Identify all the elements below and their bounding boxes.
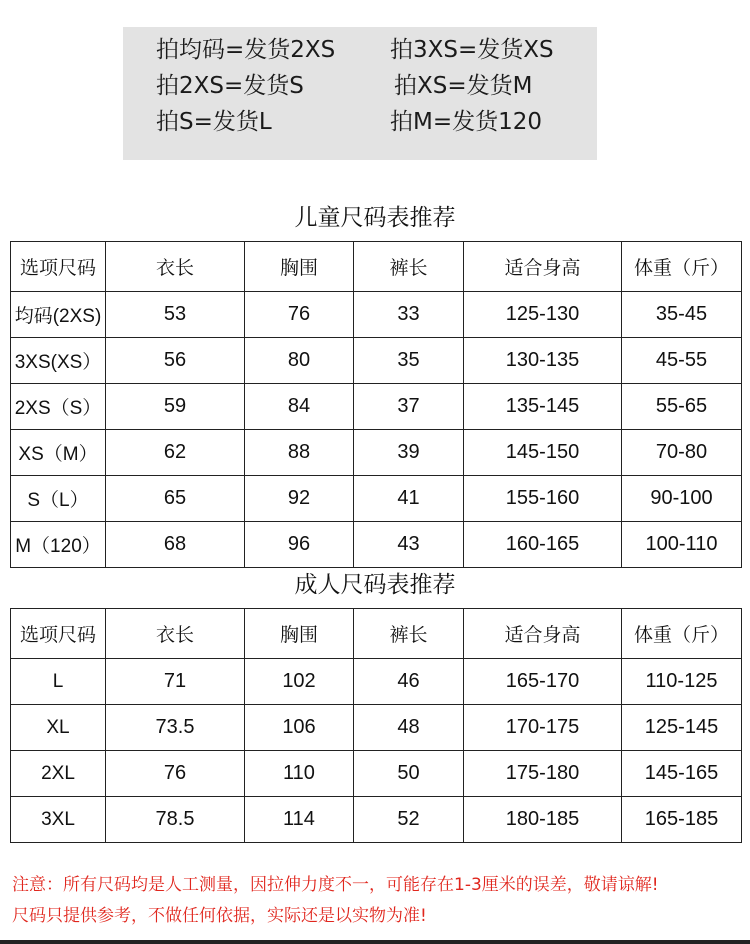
header-cell: 适合身高 bbox=[464, 242, 622, 292]
table-row bbox=[11, 430, 742, 476]
size-mapping-box bbox=[123, 27, 597, 160]
mapping-left-1: 拍均码=发货2XS bbox=[156, 37, 336, 63]
table-cell: 145-150 bbox=[464, 430, 622, 476]
table-cell: 33 bbox=[354, 292, 464, 338]
table-cell: 170-175 bbox=[464, 705, 622, 751]
header-cell: 衣长 bbox=[106, 242, 245, 292]
kids-size-table bbox=[10, 241, 742, 568]
table-cell: 41 bbox=[354, 476, 464, 522]
table-cell: 110-125 bbox=[622, 659, 742, 705]
header-cell: 适合身高 bbox=[464, 609, 622, 659]
table-row bbox=[11, 751, 742, 797]
table-cell: 175-180 bbox=[464, 751, 622, 797]
table-cell: 39 bbox=[354, 430, 464, 476]
table-row bbox=[11, 705, 742, 751]
table-cell: 2XL bbox=[11, 751, 106, 797]
table-cell: 114 bbox=[245, 797, 354, 843]
table-cell: 80 bbox=[245, 338, 354, 384]
table-cell: 102 bbox=[245, 659, 354, 705]
header-cell: 选项尺码 bbox=[11, 609, 106, 659]
mapping-right-3: 拍M=发货120 bbox=[390, 109, 543, 135]
table-cell: 50 bbox=[354, 751, 464, 797]
table-row bbox=[11, 292, 742, 338]
table-cell: 65 bbox=[106, 476, 245, 522]
table-cell: 76 bbox=[245, 292, 354, 338]
table-row bbox=[11, 659, 742, 705]
table-cell: 180-185 bbox=[464, 797, 622, 843]
table-cell: 73.5 bbox=[106, 705, 245, 751]
table-cell: L bbox=[11, 659, 106, 705]
table-cell: 165-185 bbox=[622, 797, 742, 843]
bottom-divider bbox=[0, 940, 750, 944]
header-cell: 裤长 bbox=[354, 609, 464, 659]
table-cell: 2XS（S） bbox=[11, 384, 106, 430]
table-cell: XS（M） bbox=[11, 430, 106, 476]
table-cell: 35-45 bbox=[622, 292, 742, 338]
table-cell: 84 bbox=[245, 384, 354, 430]
note-measurement-error: 注意：所有尺码均是人工测量，因拉伸力度不一，可能存在1-3厘米的误差，敬请谅解! bbox=[12, 875, 659, 895]
table-cell: 145-165 bbox=[622, 751, 742, 797]
header-cell: 胸围 bbox=[245, 609, 354, 659]
kids-size-title: 儿童尺码表推荐 bbox=[294, 205, 456, 231]
table-cell: 45-55 bbox=[622, 338, 742, 384]
mapping-left-2: 拍2XS=发货S bbox=[156, 73, 304, 99]
table-cell: 71 bbox=[106, 659, 245, 705]
table-cell: 均码(2XS) bbox=[11, 292, 106, 338]
header-cell: 体重（斤） bbox=[622, 609, 742, 659]
mapping-right-1: 拍3XS=发货XS bbox=[390, 37, 554, 63]
table-row bbox=[11, 338, 742, 384]
table-cell: 76 bbox=[106, 751, 245, 797]
table-cell: 110 bbox=[245, 751, 354, 797]
header-cell: 衣长 bbox=[106, 609, 245, 659]
table-row bbox=[11, 522, 742, 568]
header-cell: 体重（斤） bbox=[622, 242, 742, 292]
table-cell: 125-145 bbox=[622, 705, 742, 751]
table-row bbox=[11, 476, 742, 522]
table-cell: 37 bbox=[354, 384, 464, 430]
table-cell: 130-135 bbox=[464, 338, 622, 384]
table-cell: 52 bbox=[354, 797, 464, 843]
table-cell: 3XL bbox=[11, 797, 106, 843]
header-cell: 选项尺码 bbox=[11, 242, 106, 292]
table-cell: XL bbox=[11, 705, 106, 751]
size-notes bbox=[12, 870, 742, 932]
header-cell: 胸围 bbox=[245, 242, 354, 292]
header-cell: 裤长 bbox=[354, 242, 464, 292]
table-cell: 56 bbox=[106, 338, 245, 384]
table-cell: 106 bbox=[245, 705, 354, 751]
table-cell: 96 bbox=[245, 522, 354, 568]
adult-size-title: 成人尺码表推荐 bbox=[294, 572, 456, 598]
table-cell: 155-160 bbox=[464, 476, 622, 522]
table-cell: 90-100 bbox=[622, 476, 742, 522]
table-cell: 78.5 bbox=[106, 797, 245, 843]
table-header-row bbox=[11, 242, 742, 292]
table-cell: 165-170 bbox=[464, 659, 622, 705]
table-cell: 53 bbox=[106, 292, 245, 338]
table-cell: 68 bbox=[106, 522, 245, 568]
table-cell: 92 bbox=[245, 476, 354, 522]
table-cell: S（L） bbox=[11, 476, 106, 522]
mapping-left-3: 拍S=发货L bbox=[156, 109, 272, 135]
table-cell: 43 bbox=[354, 522, 464, 568]
adult-size-table bbox=[10, 608, 742, 843]
table-cell: M（120） bbox=[11, 522, 106, 568]
table-cell: 135-145 bbox=[464, 384, 622, 430]
table-cell: 35 bbox=[354, 338, 464, 384]
table-header-row bbox=[11, 609, 742, 659]
table-cell: 3XS(XS） bbox=[11, 338, 106, 384]
note-reference-only: 尺码只提供参考，不做任何依据，实际还是以实物为准! bbox=[12, 906, 427, 926]
table-cell: 88 bbox=[245, 430, 354, 476]
table-row bbox=[11, 384, 742, 430]
table-cell: 125-130 bbox=[464, 292, 622, 338]
table-cell: 100-110 bbox=[622, 522, 742, 568]
table-cell: 48 bbox=[354, 705, 464, 751]
table-cell: 70-80 bbox=[622, 430, 742, 476]
table-cell: 46 bbox=[354, 659, 464, 705]
table-cell: 62 bbox=[106, 430, 245, 476]
table-cell: 59 bbox=[106, 384, 245, 430]
table-cell: 160-165 bbox=[464, 522, 622, 568]
table-row bbox=[11, 797, 742, 843]
mapping-right-2: 拍XS=发货M bbox=[394, 73, 533, 99]
table-cell: 55-65 bbox=[622, 384, 742, 430]
